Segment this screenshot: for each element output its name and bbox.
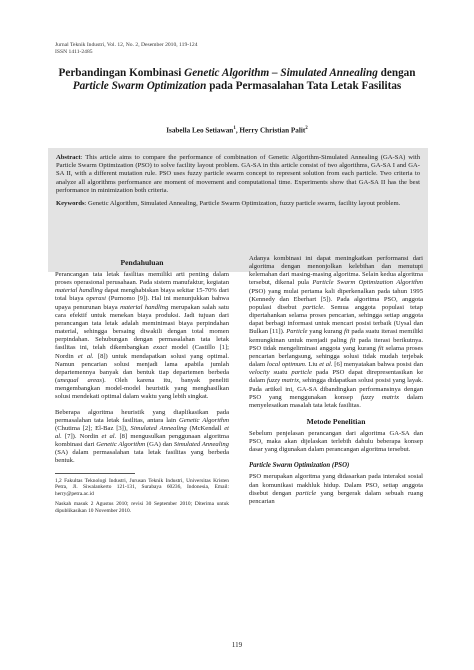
- text-span: pada iterasi berikutnya. PSO tidak mengeliminasi anggota yang kurang: [249, 336, 423, 352]
- left-column: [55, 255, 229, 519]
- title-part: pada Permasalahan Tata Letak Fasilitas: [206, 80, 402, 93]
- text-span: . Liu: [304, 361, 320, 369]
- italic-term: local optimum: [266, 361, 305, 369]
- affiliation-footnote: 1,2 Fakultas Teknologi Industri, Jurusan Teknik Industri, Universitas Kristen Petra, Jl. Siwalankerto 121-131, Surabaya 60236, Indonesia, Email: herry@petra.ac.id: [55, 477, 229, 497]
- abstract-text: : This article aims to compare the performance of combination of Genetic Algorithm-Simulated Annealing (GA-SA) with Particle Swarm Optimization (PSO) to solve facility layout problem. GA-SA in this article consist of two algorithms, GA-SA I and GA-SA II, with a different mutation rule. PSO uses fuzzy particle swarm concept to represent solution from each particle. Two criteria to analyze all algorithms performance are moment of movement and computational time. Experiments show that GA-SA II has the best performance in minimization both criteria.: [56, 154, 420, 194]
- italic-term: et al.: [55, 424, 229, 440]
- text-span: pada PSO dapat direpresentasikan ke dalam: [249, 369, 423, 385]
- text-span: Beberapa algoritma heuristik yang diaplikasikan pada permasalahan tata letak fasilitas, antara lain: [55, 408, 229, 424]
- footnote-divider: [55, 473, 135, 474]
- text-span: Adanya kombinasi ini dapat meningkatkan performansi dari algoritma dengan menonjolkan kelebihan dan menutupi kelemahan dari masing-masing algoritma. Selain kedua algoritma tersebut, dikenal pula: [249, 255, 423, 287]
- italic-term: Genetic Algorithm: [178, 416, 229, 424]
- keywords-text: : Genetic Algorithm, Simulated Annealing, Particle Swarm Optimization, fuzzy particle swarm, facility layout problem.: [84, 200, 401, 208]
- text-span: (PSO) yang mulai pertama kali diperkenalkan pada tahun 1995 (Kennedy dan Eberhart [5]). Pada algoritma PSO, anggota populasi disebut: [249, 287, 423, 311]
- text-span: dalam menyelesaikan masalah tata letak fasilitas.: [249, 393, 423, 409]
- author-name: Isabella Leo Setiawan: [166, 126, 234, 135]
- text-span: yang kurang: [307, 328, 345, 336]
- italic-term: et al.: [319, 361, 333, 369]
- text-span: (Purnomo [9]). Hal ini menunjukkan bahwa upaya penurunan biaya: [55, 295, 229, 311]
- italic-term: fit: [344, 328, 350, 336]
- body-paragraph: [249, 255, 423, 410]
- paper-title: [40, 67, 434, 94]
- text-span: . Semua anggota populasi tetap dipertahankan selama proses pencarian, sehingga setiap anggota dapat berbagi informasi untuk mencari posisi terbaik (Uysal dan Bulkan [11]).: [249, 303, 423, 336]
- italic-term: Particle Swarm Optimization Algorithm: [312, 279, 423, 287]
- body-paragraph: [249, 473, 423, 506]
- abstract-label: Abstract: [56, 154, 81, 161]
- text-span: selama proses pencarian berlangsung, sehingga solusi tidak mudah terjebak dalam: [249, 344, 423, 369]
- text-span: model (Castillo [1]; Nordin: [55, 344, 229, 360]
- keywords-label: Keywords: [56, 200, 85, 208]
- italic-term: Simulated Annealing: [130, 424, 187, 432]
- text-span: dapat menghabiskan biaya sekitar 15-70% dari total biaya: [55, 287, 229, 303]
- issn-line: ISSN 1411-2485: [55, 49, 93, 55]
- journal-citation: Jurnal Teknik Industri, Vol. 12, No. 2, Desember 2010, 119-124: [55, 42, 198, 48]
- body-paragraph: Sebelum penjelasan perancangan dari algoritma GA-SA dan PSO, maka akan dijelaskan terlebih dahulu beberapa konsep dasar yang digunakan dalam perancangan algoritma tersebut.: [249, 429, 423, 454]
- subsection-heading-pso: Particle Swarm Optimization (PSO): [249, 462, 350, 470]
- author-separator: ,: [235, 126, 240, 135]
- text-span: (SA) dalam permasalahan tata letak fasilitas yang berbeda bentuk.: [55, 449, 229, 465]
- italic-term: material handling: [55, 287, 103, 295]
- keywords-paragraph: [56, 200, 420, 208]
- italic-term: fit: [378, 344, 384, 352]
- italic-term: Genetic Algorithm: [96, 441, 146, 449]
- italic-term: Simulated Annealing: [173, 441, 229, 449]
- text-span: (Chutima [2]; El-Baz [3]),: [55, 424, 131, 432]
- text-span: , sehingga didapatkan solusi posisi yang layak. Pada artikel ini, GA-SA dibandingkan performansinya dengan PSO yang menggunakan konsep: [249, 377, 423, 401]
- text-span: [7]). Nordin: [61, 432, 102, 440]
- submission-dates-footnote: Naskah masuk 2 Agustus 2010; revisi 30 September 2010; Diterima untuk dipublikasikan 10 November 2010.: [55, 501, 229, 514]
- text-span: suatu: [269, 369, 292, 377]
- section-heading-metode: Metode Penelitian: [306, 416, 366, 426]
- text-span: Perancangan tata letak fasilitas memiliki arti penting dalam proses operasional perusahaan. Pada sistem manufaktur, kegiatan: [55, 271, 229, 287]
- page-number: 119: [231, 641, 243, 649]
- italic-term: particle: [291, 369, 312, 377]
- text-span: [8] mengusulkan penggunaan algoritma kombinasi dari: [55, 432, 229, 449]
- italic-term: fuzzy matrix: [360, 393, 400, 401]
- text-span: (GA) dan: [145, 441, 174, 449]
- italic-term: Particle: [286, 328, 308, 336]
- italic-term: et al.: [101, 432, 117, 440]
- italic-term: material handling: [120, 303, 169, 311]
- author-affiliation-mark: 2: [305, 126, 308, 131]
- title-part-italic: Genetic Algorithm – Simulated Annealing: [184, 67, 378, 79]
- italic-term: operasi: [86, 295, 106, 303]
- title-part-italic: Particle Swarm Optimization: [72, 80, 207, 93]
- text-span: yang bergerak dalam sebuah ruang pencarian: [249, 489, 423, 505]
- text-span: merupakan salah satu cara efektif untuk menekan biaya produksi. Jadi tujuan dari perancangan tata letak adalah meminimasi biaya perpindahan material, sehingga bersaing diwakili dengan total momen perpindahan. Sehubungan dengan permasalahan tata letak fasilitas ini, telah dikembangkan: [55, 303, 229, 352]
- author-affiliation-mark: 1: [233, 126, 236, 131]
- italic-term: fit: [349, 336, 356, 344]
- author-line: [40, 124, 434, 135]
- abstract-paragraph: [56, 154, 420, 195]
- title-part: dengan: [377, 67, 416, 79]
- italic-term: fuzzy matrix: [266, 377, 300, 385]
- italic-term: exact: [153, 344, 168, 352]
- title-part: Perbandingan Kombinasi: [58, 67, 185, 79]
- italic-term: et al.: [77, 352, 94, 360]
- text-span: PSO merupakan algoritma yang didasarkan pada interaksi sosial dan komunikasi makhluk hidup. Dalam PSO, setiap anggota disebut dengan: [249, 473, 423, 497]
- author-name: Herry Christian Palit: [239, 126, 306, 135]
- italic-term: particle: [295, 489, 317, 497]
- abstract-box: [48, 148, 428, 272]
- italic-term: particle: [302, 303, 324, 311]
- italic-term: velocity: [249, 369, 270, 377]
- text-span: [8]) untuk mendapatkan solusi yang optimal. Namun pencarian solusi menjadi lama apabila jumlah departemennya banyak dan bentuk tiap departemen berbeda (: [55, 352, 229, 385]
- text-span: (McKendall: [186, 424, 225, 432]
- body-paragraph: [55, 409, 229, 466]
- text-span: [6] menyatakan bahwa posisi dan: [332, 361, 423, 369]
- text-span: pada suatu iterasi memiliki kemungkinan untuk menjadi paling: [249, 328, 423, 344]
- body-paragraph: [55, 271, 229, 402]
- right-column: [249, 255, 423, 513]
- section-heading-pendahuluan: Pendahuluan: [120, 258, 164, 267]
- text-span: ). Oleh karena itu, banyak peneliti mengembangkan model-model heuristik yang menghasilkan solusi mendekati optimal dalam waktu yang lebih singkat.: [55, 377, 229, 401]
- italic-term: unequal areas: [57, 377, 102, 385]
